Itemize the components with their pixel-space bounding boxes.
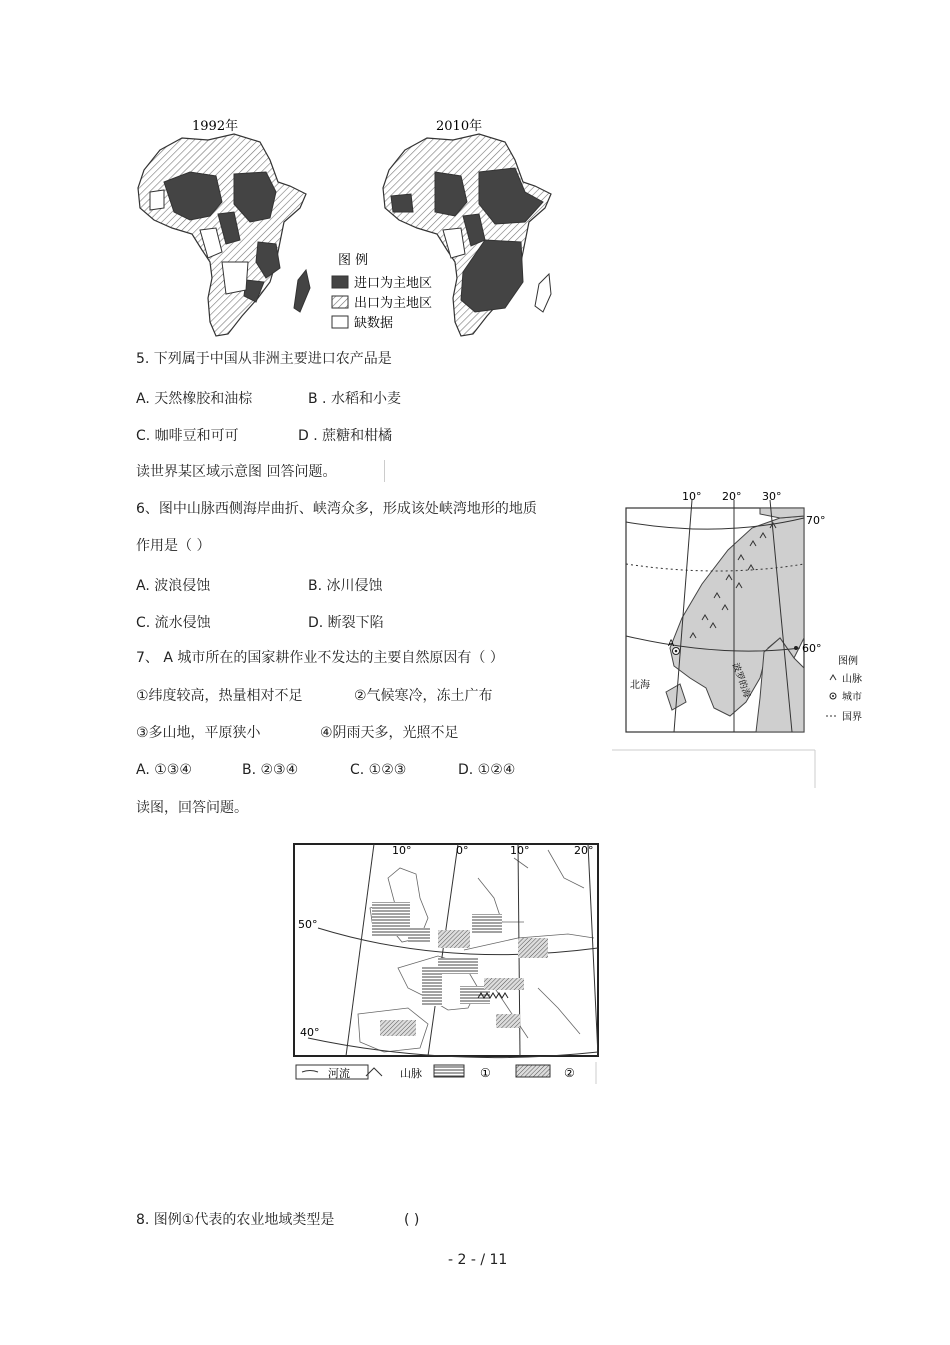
q7-option-b: B. ②③④	[242, 762, 299, 778]
q7-option-c: C. ①②③	[350, 762, 407, 778]
intro-europe: 读图，回答问题。	[136, 800, 248, 816]
africa-legend-import: 进口为主地区	[354, 276, 433, 291]
lat-70-label: 70°	[806, 514, 826, 527]
europe-lon-10w-label: 10°	[392, 844, 412, 857]
lon-20-label: 20°	[722, 490, 742, 503]
intro-scandinavia: 读世界某区域示意图 回答问题。	[136, 464, 337, 480]
year-label-2010: 2010年	[436, 119, 483, 134]
q6-option-c: C. 流水侵蚀	[136, 615, 211, 631]
scand-legend-title: 图例	[838, 656, 858, 667]
scand-legend-border: 国界	[842, 712, 862, 723]
europe-legend-river: 河流	[328, 1067, 350, 1080]
q6-option-a: A. 波浪侵蚀	[136, 578, 211, 594]
q7-option-a: A. ①③④	[136, 762, 192, 778]
q7-statement-2: ②气候寒冷，冻土广布	[354, 688, 493, 704]
q6-option-b: B. 冰川侵蚀	[308, 578, 383, 594]
lon-30-label: 30°	[762, 490, 782, 503]
scand-legend-mountain: 山脉	[842, 674, 862, 685]
q7-statement-4: ④阴雨天多，光照不足	[320, 725, 459, 741]
europe-legend	[296, 1062, 596, 1084]
q7-statement-3: ③多山地，平原狭小	[136, 725, 261, 741]
divider-vertical	[384, 460, 385, 482]
europe-legend-2: ②	[564, 1066, 575, 1080]
europe-legend-1: ①	[480, 1066, 491, 1080]
europe-map-figure	[288, 838, 600, 1086]
q5-option-b: B . 水稻和小麦	[308, 391, 401, 407]
europe-lon-10e-label: 10°	[510, 844, 530, 857]
africa-map-1992	[138, 134, 310, 336]
q5-option-c: C. 咖啡豆和可可	[136, 428, 239, 444]
africa-legend-missing: 缺数据	[354, 316, 394, 331]
year-label-1992: 1992年	[192, 119, 239, 134]
europe-lon-20-label: 20°	[574, 844, 594, 857]
q8-stem: 8. 图例①代表的农业地域类型是	[136, 1212, 335, 1228]
africa-maps-figure	[130, 112, 570, 344]
north-sea-label: 北海	[630, 680, 650, 691]
europe-lat-40-label: 40°	[300, 1026, 320, 1039]
page-number: - 2 - / 11	[448, 1252, 508, 1268]
q7-option-d: D. ①②④	[458, 762, 516, 778]
q7-statement-1: ①纬度较高，热量相对不足	[136, 688, 303, 704]
q5-stem: 5. 下列属于中国从非洲主要进口农产品是	[136, 351, 392, 367]
europe-legend-mountain: 山脉	[400, 1067, 422, 1080]
q8-answer-paren: ( )	[404, 1212, 420, 1228]
city-a-label: A	[668, 639, 675, 649]
scandinavia-map-figure	[610, 488, 875, 790]
q5-option-d: D . 蔗糖和柑橘	[298, 428, 393, 444]
q6-stem: 6、图中山脉西侧海岸曲折、峡湾众多，形成该处峡湾地形的地质	[136, 501, 537, 517]
lat-60-label: 60°	[802, 642, 822, 655]
q6-option-d: D. 断裂下陷	[308, 615, 384, 631]
africa-legend-title: 图 例	[338, 253, 369, 268]
q7-stem: 7、 A 城市所在的国家耕作业不发达的主要自然原因有（ ）	[136, 650, 504, 666]
europe-lon-0-label: 0°	[456, 844, 469, 857]
lon-10-label: 10°	[682, 490, 702, 503]
africa-legend	[332, 253, 432, 331]
q6-stem-cont: 作用是（ ）	[136, 538, 211, 554]
q5-option-a: A. 天然橡胶和油棕	[136, 391, 253, 407]
scand-legend-city: 城市	[842, 692, 862, 703]
baltic-sea-label: 波罗的海	[729, 661, 752, 700]
africa-legend-export: 出口为主地区	[354, 296, 433, 311]
europe-lat-50-label: 50°	[298, 918, 318, 931]
